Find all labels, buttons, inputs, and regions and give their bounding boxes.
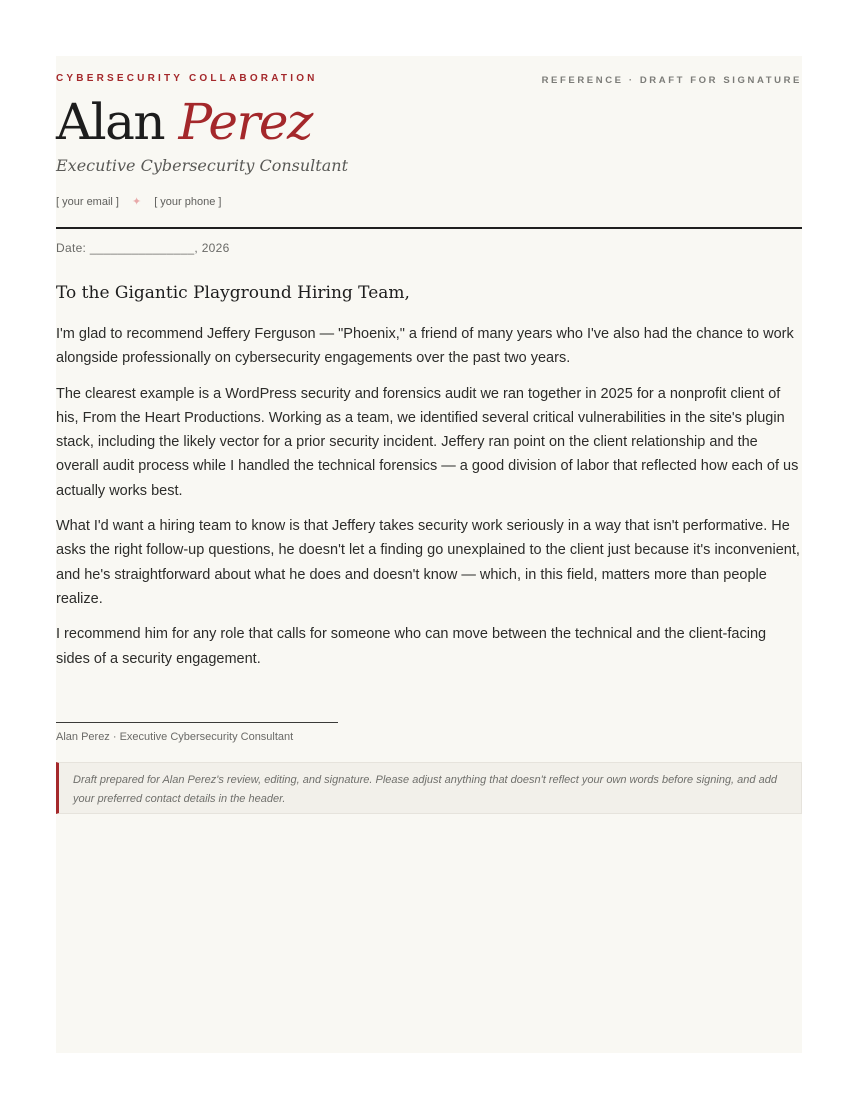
- sparkle-icon: ✦: [131, 196, 142, 208]
- body-paragraph: I recommend him for any role that calls for someone who can move between the technical and the client-facing sides of a security engagement.: [56, 626, 767, 667]
- letter-body: [56, 322, 802, 682]
- phone-placeholder: [ your phone ]: [154, 195, 222, 208]
- salutation: To the Gigantic Playground Hiring Team,: [56, 283, 410, 303]
- contact-line: [56, 195, 221, 208]
- signature-line: [56, 722, 338, 723]
- body-paragraph: I'm glad to recommend Jeffery Ferguson — "Phoenix," a friend of many years who I've also had the chance to work alongside professionally on cybersecurity engagements over the past two years.: [56, 326, 794, 367]
- letter-page: [56, 56, 802, 1053]
- author-name: [56, 94, 312, 150]
- eyebrow-label: CYBERSECURITY COLLABORATION: [56, 73, 318, 84]
- signature-caption: Alan Perez · Executive Cybersecurity Consultant: [56, 731, 294, 743]
- draft-note: Draft prepared for Alan Perez's review, editing, and signature. Please adjust anything that doesn't reflect your own words before signing, and add your preferred contact details in the header.: [56, 762, 802, 814]
- header-divider: [56, 227, 802, 229]
- reference-tag: REFERENCE · DRAFT FOR SIGNATURE: [541, 75, 802, 86]
- date-line: Date: _______________, 2026: [56, 241, 230, 255]
- email-placeholder: [ your email ]: [56, 195, 119, 208]
- body-paragraph: The clearest example is a WordPress security and forensics audit we ran together in 2025 for a nonprofit client of his, From the Heart Productions. Working as a team, we identified several critical vulnerabilities in the site's plugin stack, including the likely vector for a prior security incident. Jeffery ran point on the client relationship and the overall audit process while I handled the technical forensics — a good division of labor that reflected how each of us actually works best.: [56, 385, 799, 499]
- author-role: Executive Cybersecurity Consultant: [56, 156, 348, 175]
- author-first-name: Alan: [56, 93, 165, 151]
- author-last-name: Perez: [178, 93, 312, 151]
- body-paragraph: What I'd want a hiring team to know is that Jeffery takes security work seriously in a way that isn't performative. He asks the right follow-up questions, he doesn't let a finding go unexplained to the client just because it's inconvenient, and he's straightforward about what he does and doesn't know — which, in this field, matters more than people realize.: [56, 518, 800, 607]
